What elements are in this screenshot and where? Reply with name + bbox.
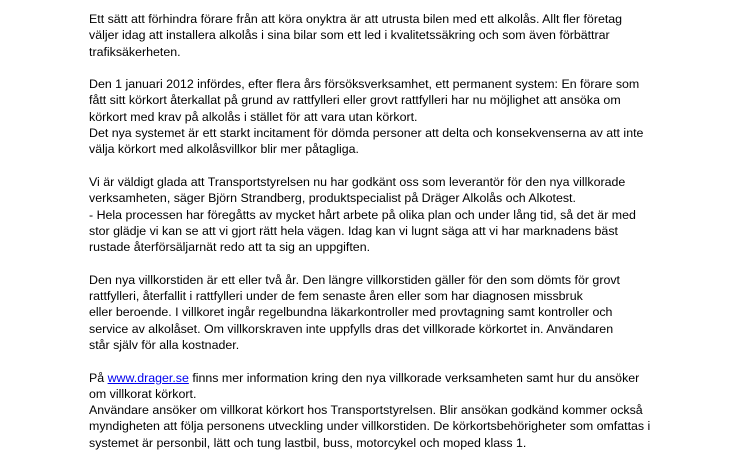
text-line: stor glädje vi kan se att vi gjort rätt hela vägen. Idag kan vi lugnt säga att vi har marknadens bäst	[89, 223, 618, 238]
text-line: service av alkolåset. Om villkorskraven inte uppfylls dras det villkorade körkortet in. Användaren	[89, 321, 614, 336]
text-line: väljer idag att installera alkolås i sina bilar som ett led i kvalitetssäkring och som även förbättrar	[89, 28, 610, 43]
paragraph-quote	[89, 174, 674, 207]
text-line: Det nya systemet är ett starkt incitament för dömda personer att delta och konsekvenserna av att inte	[89, 126, 644, 141]
paragraph-conditions	[89, 272, 674, 353]
document-body	[89, 0, 674, 467]
text-line: Användare ansöker om villkorat körkort hos Transportstyrelsen. Blir ansökan godkänd kommer också	[89, 403, 643, 418]
text-line: rattfylleri, återfallit i rattfylleri under de fem senaste åren eller som har diagnosen missbruk	[89, 289, 583, 304]
text-line: Ett sätt att förhindra förare från att köra onyktra är att utrusta bilen med ett alkolås. Allt fler företag	[89, 12, 623, 26]
text-line: trafiksäkerheten.	[89, 44, 181, 59]
text-line: - Hela processen har föregåtts av mycket hårt arbete på olika plan och under lång tid, så det är med	[89, 207, 636, 222]
text-line: står själv för alla kostnader.	[89, 337, 240, 352]
text-line: rustade återförsäljarnät redo att ta sig an uppgiften.	[89, 240, 371, 255]
paragraph-more-info	[89, 370, 674, 403]
text-line: Vi är väldigt glada att Transportstyrelsen nu har godkänt oss som leverantör för den nya villkorade	[89, 174, 626, 189]
text-fragment: finns mer information kring den nya villkorade verksamheten samt hur du ansöker	[188, 370, 640, 385]
drager-link[interactable]: www.drager.se	[107, 370, 189, 385]
text-line: om villkorat körkort.	[89, 386, 197, 401]
text-line: fått sitt körkort återkallat på grund av rattfylleri eller grovt rattfylleri har nu möjlighet att ansöka om	[89, 93, 621, 108]
paragraph-application	[89, 402, 674, 451]
text-line: verksamheten, säger Björn Strandberg, produktspecialist på Dräger Alkolås och Alkotest.	[89, 191, 576, 206]
text-line: Den 1 januari 2012 infördes, efter flera års försöksverksamhet, ett permanent system: En förare som	[89, 77, 640, 92]
paragraph-incentive	[89, 125, 674, 158]
text-fragment: På	[89, 370, 108, 385]
text-line: Den nya villkorstiden är ett eller två år. Den längre villkorstiden gäller för den som dömts för grovt	[89, 272, 620, 287]
text-line: eller beroende. I villkoret ingår regelbundna läkarkontroller med provtagning samt kontroller och	[89, 305, 613, 320]
paragraph-process	[89, 207, 674, 256]
text-line: välja körkort med alkolåsvillkor blir mer påtagliga.	[89, 142, 359, 157]
text-line: systemet är personbil, lätt och tung lastbil, buss, motorcykel och moped klass 1.	[89, 435, 527, 450]
text-line: körkort med krav på alkolås i stället för att vara utan körkort.	[89, 109, 418, 124]
paragraph-intro	[89, 11, 674, 60]
text-line: myndigheten att följa personens utveckling under villkorstiden. De körkortsbehörigheter som omfattas i	[89, 419, 651, 434]
text-line	[89, 370, 674, 386]
paragraph-new-system	[89, 76, 674, 125]
